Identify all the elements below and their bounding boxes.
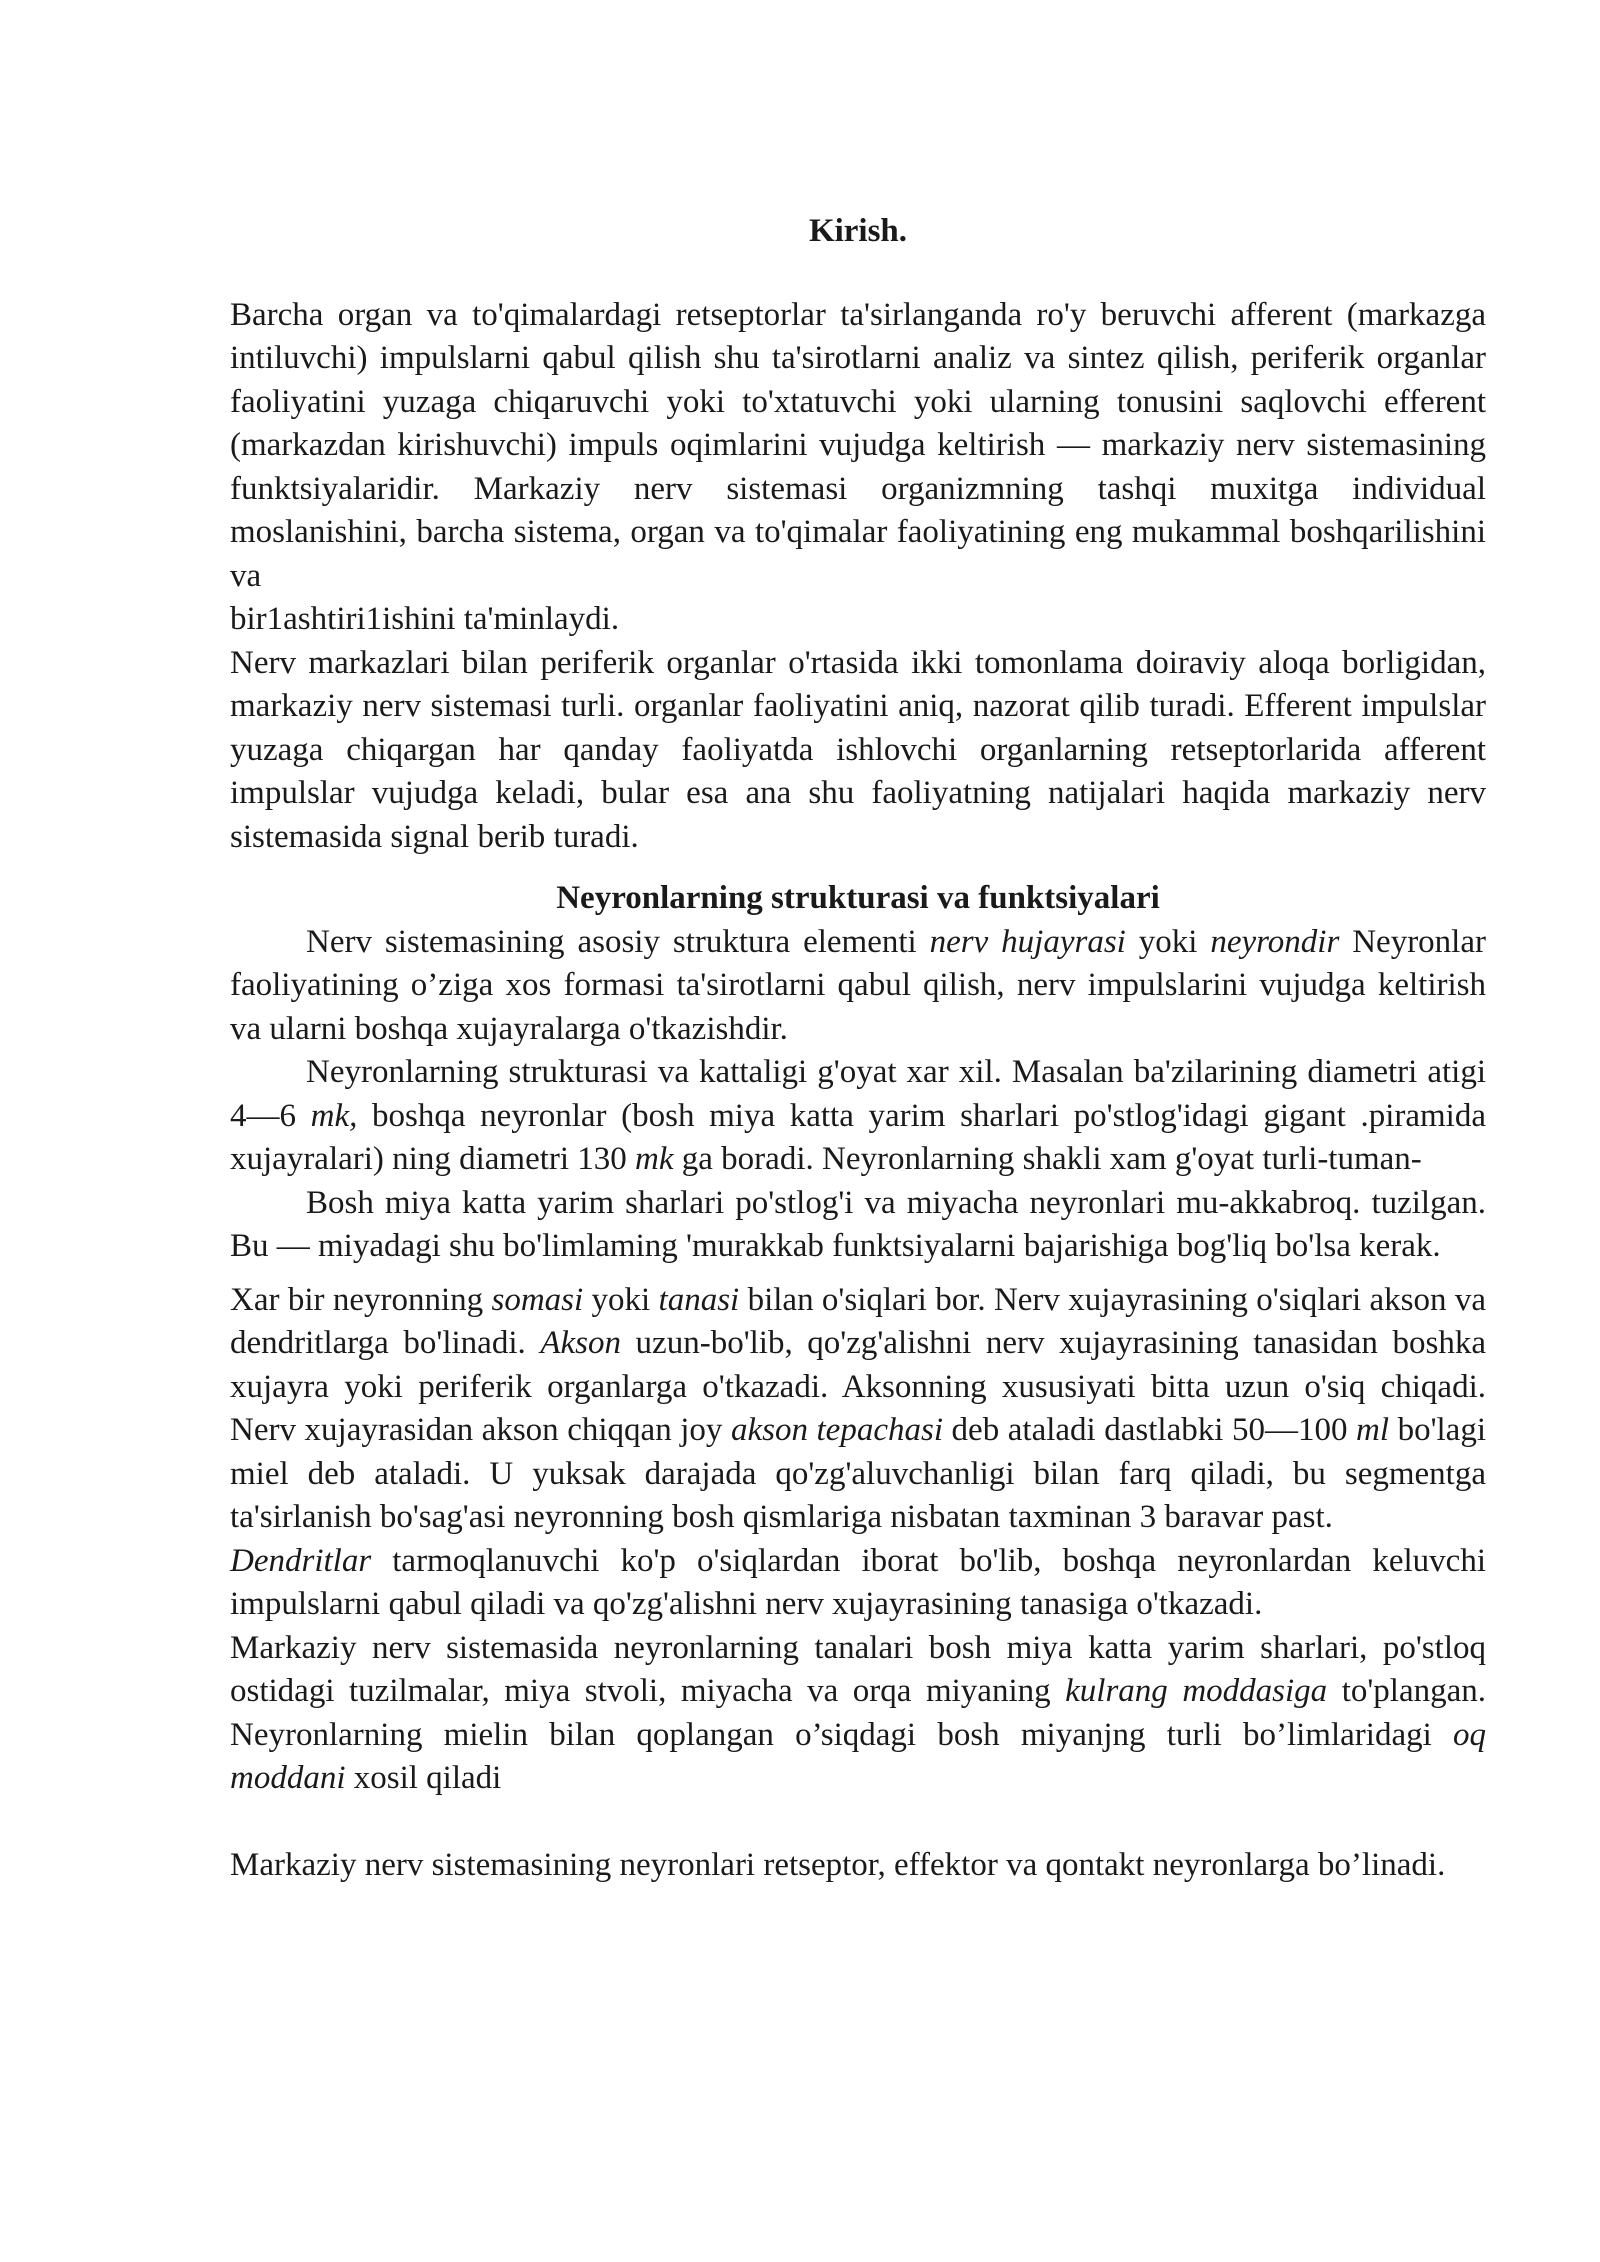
text-run: deb ataladi dastlabki 50—100 bbox=[943, 1412, 1357, 1448]
italic-term: akson tepachasi bbox=[730, 1412, 943, 1448]
paragraph-8 bbox=[230, 1627, 1486, 1801]
italic-term: Dendritlar bbox=[230, 1542, 372, 1579]
italic-term: tanasi bbox=[658, 1281, 740, 1318]
italic-term: kulrang moddasiga bbox=[1065, 1673, 1328, 1709]
text-run: yoki bbox=[1125, 923, 1211, 960]
text-run: Neyronlar faoliyatining o’ziga xos formasi ta'sirotlarni qabul qilish, nerv impulslarini vujudga keltirish va ularni boshqa xujayralarga o'tkazishdir. bbox=[230, 923, 1486, 1047]
paragraph-1-end: bir1ashtiri1ishini ta'minlaydi. bbox=[230, 601, 620, 637]
italic-unit: mk, bbox=[310, 1097, 358, 1134]
italic-unit: ml bbox=[1356, 1412, 1390, 1448]
text-run: boshqa neyronlar (bosh miya katta yarim sharlari po'stlog'idagi gigant .piramida xujayralari) ning diametri 130 bbox=[230, 1097, 1486, 1177]
text-run: xosil qiladi bbox=[345, 1760, 502, 1796]
italic-term: Akson bbox=[540, 1325, 621, 1361]
italic-term: nerv hujayrasi bbox=[929, 923, 1126, 960]
text-run: Xar bir neyronning bbox=[230, 1281, 492, 1318]
paragraph-2: Nerv markazlari bilan periferik organlar o'rtasida ikki tomonlama doiraviy aloqa borligidan, markaziy nerv sistemasi turli. organlar faoliyatini aniq, nazorat qilib turadi. Efferent impulslar yuzaga chiqargan har qanday faoliyatda ishlovchi organlarning retseptorlarida afferent impulslar vujudga keladi, bular esa ana shu faoliyatning natijalari haqida markaziy nerv sistemasida signal berib turadi. bbox=[230, 644, 1486, 855]
page-title: Kirish. bbox=[808, 213, 908, 249]
text-run: yoki bbox=[583, 1281, 659, 1318]
text-run: bo'lagi miel deb ataladi. U yuksak darajada qo'zg'aluvchanligi bilan farq qiladi, bu segmentga ta'sirlanish bo'sag'asi neyronning bosh qismlariga nisbatan taxminan 3 baravar past. bbox=[230, 1412, 1486, 1535]
paragraph-3 bbox=[230, 921, 1486, 1052]
paragraph-1: Barcha organ va to'qimalardagi retseptorlar ta'sirlanganda ro'y beruvchi afferent (markazga intiluvchi) impulslarni qabul qilish shu ta'sirotlarni analiz va sintez qilish, periferik organlar faoliyatini yuzaga chiqaruvchi yoki to'xtatuvchi yoki ularning tonusini saqlovchi efferent (markazdan kirishuvchi) impuls oqimlarini vujudga keltirish — markaziy nerv sistemasining funktsiyalaridir. Markaziy nerv sistemasi organizmning tashqi muxitga individual moslanishini, barcha sistema, organ va to'qimalar faoliyatining eng mukammal boshqarilishini va bbox=[230, 296, 1486, 594]
italic-unit: mk bbox=[635, 1141, 674, 1177]
text-run: Neyronlarning strukturasi va kattaligi g'oyat xar xil. Masalan ba'zilarining diametri atigi 4—6 bbox=[230, 1054, 1486, 1134]
document-page bbox=[230, 210, 1486, 1888]
text-run: tarmoqlanuvchi ko'p o'siqlardan iborat bo'lib, boshqa neyronlardan keluvchi impulslarni qabul qiladi va qo'zg'alishni nerv xujayrasining tanasiga o'tkazadi. bbox=[230, 1542, 1486, 1622]
text-run: Markaziy nerv sistemasida neyronlarning tanalari bosh miya katta yarim sharlari, po'stloq ostidagi tuzilmalar, miya stvoli, miyacha va orqa miyaning bbox=[230, 1629, 1486, 1709]
text-run: Nerv sistemasining asosiy struktura elementi bbox=[306, 923, 930, 960]
paragraph-5: Bosh miya katta yarim sharlari po'stlog'i va miyacha neyronlari mu-akkabroq. tuzilgan. Bu — miyadagi shu bo'limlaming 'murakkab funktsiyalarni bajarishiga bog'liq bo'lsa kerak. bbox=[230, 1184, 1486, 1264]
section-heading: Neyronlarning strukturasi va funktsiyalari bbox=[556, 880, 1160, 916]
italic-term: oq moddani bbox=[230, 1716, 1486, 1796]
paragraph-4 bbox=[230, 1051, 1486, 1182]
paragraph-9: Markaziy nerv sistemasining neyronlari retseptor, effektor va qontakt neyronlarga bo’linadi. bbox=[230, 1847, 1446, 1883]
italic-term: neyrondir bbox=[1210, 923, 1340, 960]
text-run: ga boradi. Neyronlarning shakli xam g'oyat turli-tuman- bbox=[673, 1141, 1422, 1177]
text-run: uzun-bo'lib, qo'zg'alishni nerv xujayrasining tanasidan boshka xujayra yoki periferik organlarga o'tkazadi. Aksonning xususiyati bitta uzun o'siq chiqadi. Nerv xujayrasidan akson chiqqan joy bbox=[230, 1325, 1486, 1448]
paragraph-6 bbox=[230, 1279, 1486, 1540]
paragraph-7 bbox=[230, 1540, 1486, 1627]
text-run: bilan o'siqlari bor. Nerv xujayrasining o'siqlari akson va dendritlarga bo'linadi. bbox=[230, 1281, 1487, 1361]
italic-term: somasi bbox=[491, 1281, 584, 1318]
text-run: to'plangan. Neyronlarning mielin bilan qoplangan o’siqdagi bosh miyanjng turli bo’limlaridagi bbox=[230, 1673, 1487, 1753]
